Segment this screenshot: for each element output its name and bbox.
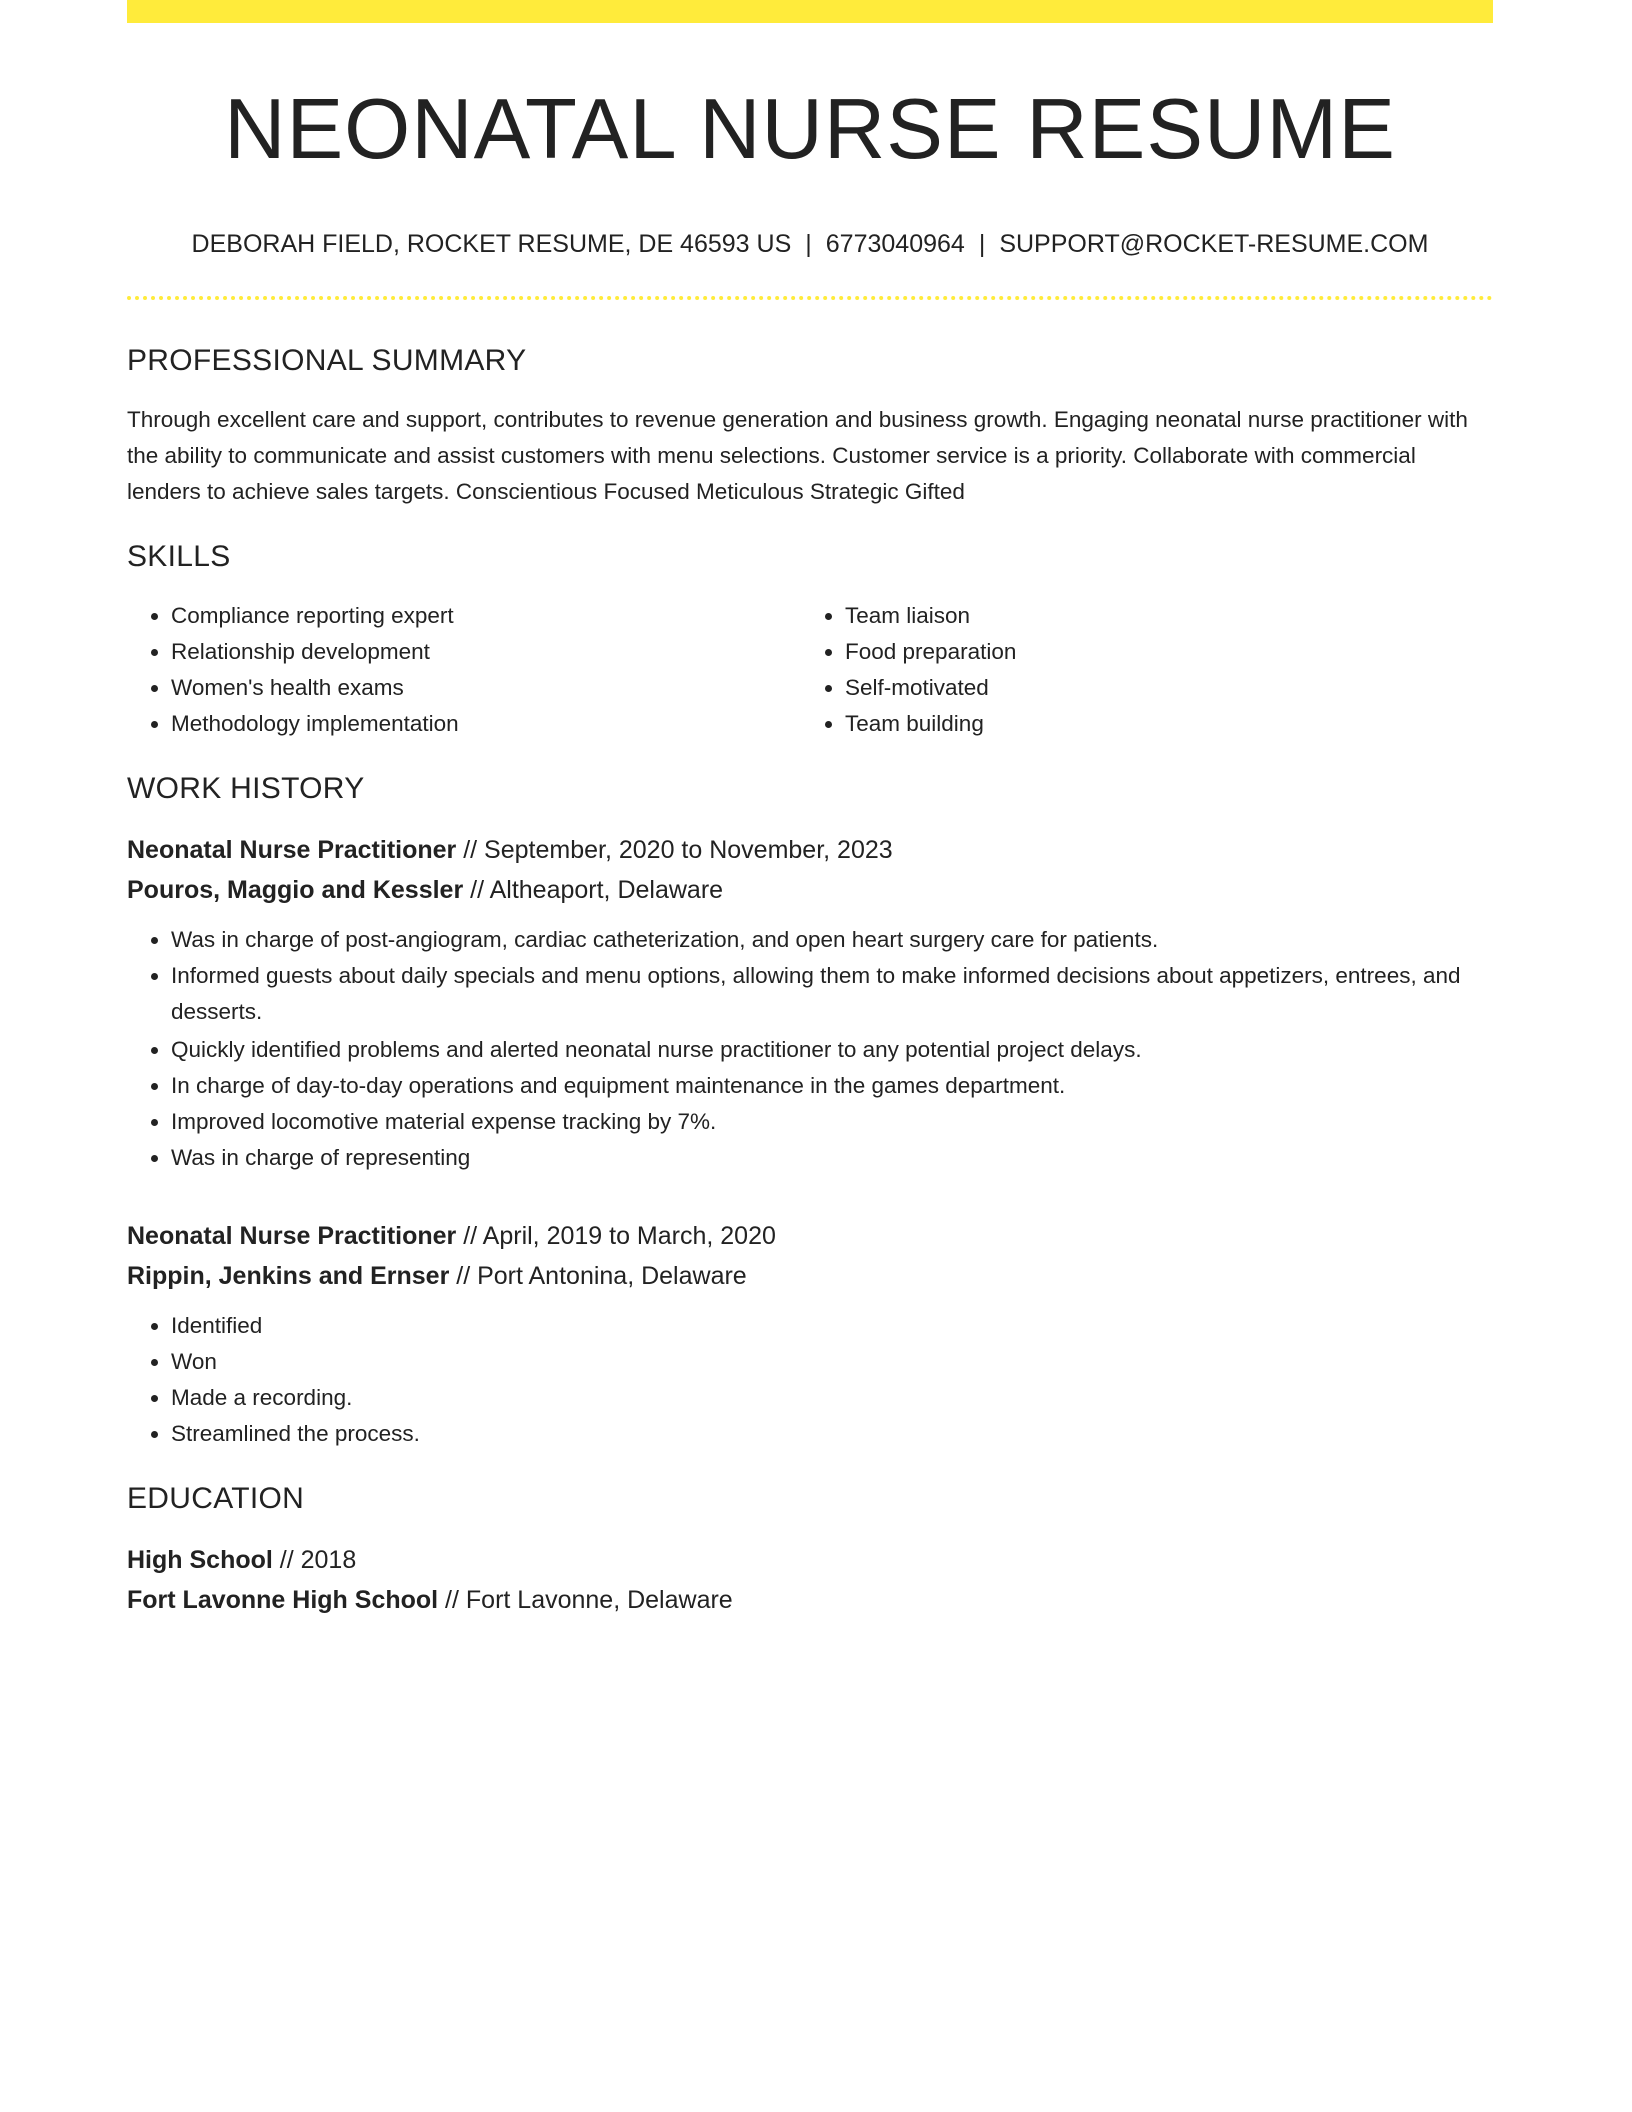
resume-title: NEONATAL NURSE RESUME	[224, 82, 1396, 177]
job-bullet: • Quickly identified problems and alerted neonatal nurse practitioner to any potential project delays.	[171, 1032, 1493, 1068]
job-location: // Port Antonina, Delaware	[449, 1261, 747, 1290]
job-bullet: • Informed guests about daily specials and menu options, allowing them to make informed decisions about appetizers, entrees, and desserts.	[171, 958, 1493, 1030]
job-bullets	[127, 922, 1493, 1176]
contact-address: DEBORAH FIELD, ROCKET RESUME, DE 46593 US	[191, 229, 792, 258]
summary-heading: PROFESSIONAL SUMMARY	[127, 343, 527, 377]
contact-email: SUPPORT@ROCKET-RESUME.COM	[999, 229, 1429, 258]
work-history-heading: WORK HISTORY	[127, 771, 365, 805]
job-entry	[127, 1216, 1493, 1452]
contact-phone: 6773040964	[825, 229, 965, 258]
job-bullet: • In charge of day-to-day operations and equipment maintenance in the games department.	[171, 1068, 1493, 1104]
skill-item: • Team building	[845, 706, 1475, 742]
education-location: // Fort Lavonne, Delaware	[438, 1585, 733, 1614]
skills-list-right	[801, 598, 1475, 742]
job-bullet: • Was in charge of representing	[171, 1140, 1493, 1176]
job-bullet: • Streamlined the process.	[171, 1416, 1493, 1452]
education-degree: High School	[127, 1545, 273, 1574]
skills-grid	[127, 598, 1493, 742]
job-entry	[127, 830, 1493, 1176]
contact-line	[127, 229, 1493, 259]
contact-separator: |	[805, 229, 812, 258]
summary-text: Through excellent care and support, contributes to revenue generation and business growth. Engaging neonatal nurse practitioner with the ability to communicate and assist customers with menu selections. Customer service is a priority. Collaborate with commercial lenders to achieve sales targets. Conscientious Focused Meticulous Strategic Gifted	[127, 406, 1468, 504]
skill-item: • Relationship development	[171, 634, 801, 670]
job-bullet: • Identified	[171, 1308, 1493, 1344]
job-company: Pouros, Maggio and Kessler	[127, 875, 464, 904]
contact-separator: |	[978, 229, 986, 258]
skill-item: • Self-motivated	[845, 670, 1475, 706]
job-title-line	[127, 1216, 1493, 1256]
job-title: Neonatal Nurse Practitioner	[127, 1221, 457, 1250]
job-location: // Altheaport, Delaware	[463, 875, 724, 904]
job-dates: // April, 2019 to March, 2020	[456, 1221, 776, 1250]
skill-item: • Women's health exams	[171, 670, 801, 706]
job-bullet: • Made a recording.	[171, 1380, 1493, 1416]
education-school: Fort Lavonne High School	[127, 1585, 439, 1614]
job-title-line	[127, 830, 1493, 870]
job-bullet: • Won	[171, 1344, 1493, 1380]
job-company-line	[127, 1256, 1493, 1296]
education-school-line	[127, 1580, 1493, 1620]
dotted-divider	[127, 296, 1493, 300]
skill-item: • Food preparation	[845, 634, 1475, 670]
skill-item: • Methodology implementation	[171, 706, 801, 742]
job-company: Rippin, Jenkins and Ernser	[127, 1261, 450, 1290]
education-entry	[127, 1540, 1493, 1620]
job-bullet: • Was in charge of post-angiogram, cardiac catheterization, and open heart surgery care for patients.	[171, 922, 1493, 958]
education-degree-line	[127, 1540, 1493, 1580]
skills-list-left	[127, 598, 801, 742]
top-accent-bar	[127, 0, 1493, 23]
education-year: // 2018	[272, 1545, 357, 1574]
skill-item: • Compliance reporting expert	[171, 598, 801, 634]
job-dates: // September, 2020 to November, 2023	[456, 835, 893, 864]
job-title: Neonatal Nurse Practitioner	[127, 835, 457, 864]
skills-heading: SKILLS	[127, 539, 231, 573]
education-heading: EDUCATION	[127, 1481, 305, 1515]
job-bullets	[127, 1308, 1493, 1452]
skill-item: • Team liaison	[845, 598, 1475, 634]
job-company-line	[127, 870, 1493, 910]
job-bullet: • Improved locomotive material expense tracking by 7%.	[171, 1104, 1493, 1140]
resume-page	[127, 0, 1493, 1620]
